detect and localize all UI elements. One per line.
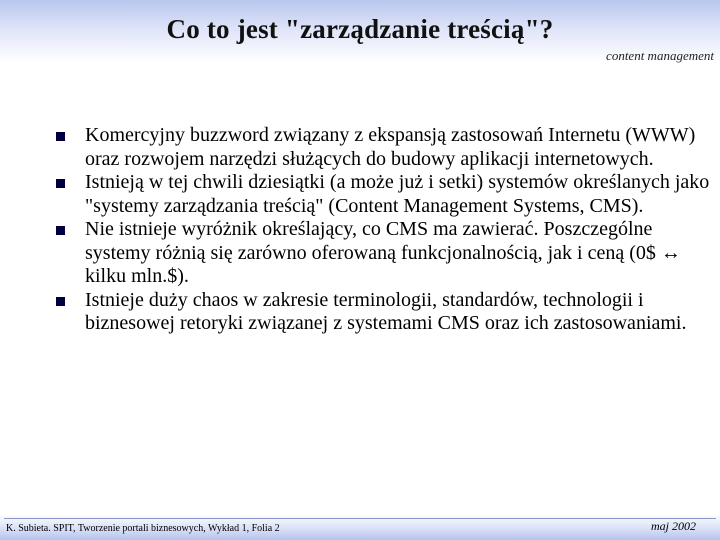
bullet-item <box>50 218 710 289</box>
square-bullet-icon <box>56 226 65 235</box>
square-bullet-icon <box>56 297 65 306</box>
footer-citation: K. Subieta. SPIT, Tworzenie portali biznesowych, Wykład 1, Folia 2 <box>6 523 280 534</box>
bullet-text: Istnieje duży chaos w zakresie terminologii, standardów, technologii i biznesowej retoryki związanej z systemami CMS oraz ich zastosowaniami. <box>85 288 687 334</box>
bullet-text: Komercyjny buzzword związany z ekspansją zastosowań Internetu (WWW) oraz rozwojem narzędzi służących do budowy aplikacji internetowych. <box>85 124 696 170</box>
footer-date: maj 2002 <box>651 519 696 533</box>
square-bullet-icon <box>56 179 65 188</box>
bullet-item <box>50 124 710 171</box>
bullet-list <box>50 124 710 336</box>
slide-title: Co to jest "zarządzanie treścią"? <box>166 14 554 44</box>
footer-divider <box>4 518 716 519</box>
bullet-text: Nie istnieje wyróżnik określający, co CMS ma zawierać. Poszczególne systemy różnią się zarówno oferowaną funkcjonalnością, jak i ceną (0$ ↔ kilku mln.$). <box>85 218 681 287</box>
bullet-text: Istnieją w tej chwili dziesiątki (a może już i setki) systemów określanych jako "systemy zarządzania treścią" (Content Management Systems, CMS). <box>85 171 710 217</box>
bullet-item <box>50 289 710 336</box>
title-subtitle: content management <box>606 48 714 63</box>
square-bullet-icon <box>56 132 65 141</box>
bullet-item <box>50 171 710 218</box>
